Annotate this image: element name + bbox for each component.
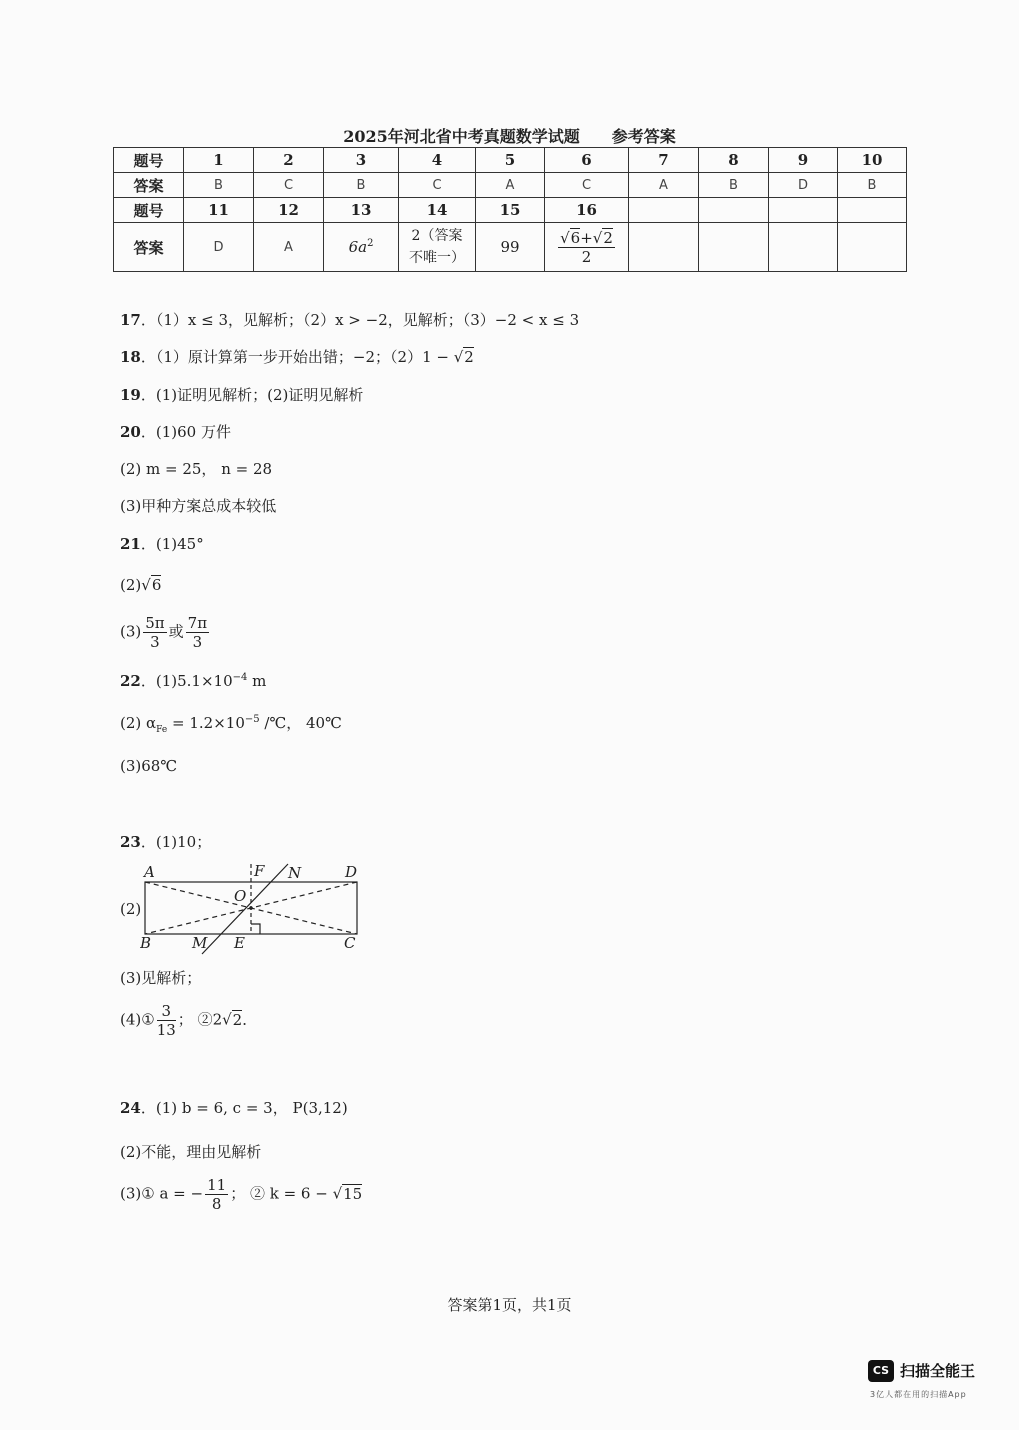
question-number: 6	[545, 148, 629, 173]
label-o: O	[234, 887, 247, 905]
question-number: 13	[324, 198, 399, 223]
question-number: 9	[769, 148, 838, 173]
question-num: 24	[120, 1099, 141, 1117]
question-num: 17	[120, 311, 141, 329]
answer-21-part3	[120, 614, 211, 651]
title-sub: 参考答案	[611, 127, 676, 146]
answer-23-part1	[120, 831, 211, 852]
plus-sign: +	[580, 228, 593, 247]
subscript: Fe	[156, 725, 168, 735]
question-number: 15	[476, 198, 545, 223]
rectangle-diagram	[140, 858, 370, 958]
denominator: 3	[150, 633, 160, 651]
radicand: 2	[603, 228, 613, 247]
page-title	[0, 124, 1019, 147]
answer-cell: B	[324, 173, 399, 198]
answer-cell: B	[699, 173, 769, 198]
answer-24-part3: (3)① a = − $\frac{11}{8}$ ； ② k = 6 − √15	[120, 1176, 363, 1213]
label-e: E	[234, 934, 245, 952]
answer-20-part1	[120, 421, 231, 442]
question-num: 19	[120, 386, 141, 404]
question-num: 21	[120, 535, 141, 553]
answer-cell: 99	[476, 223, 545, 272]
answer-20-part3: (3)甲种方案总成本较低	[120, 497, 277, 515]
answer-24-part2: (2)不能，理由见解析	[120, 1143, 262, 1161]
numerator: 7π	[187, 614, 208, 632]
answer-text: = 1.2×10	[167, 714, 245, 732]
question-number: 3	[324, 148, 399, 173]
empty-cell	[769, 198, 838, 223]
part-prefix: (2) α	[120, 714, 157, 732]
answer-cell: C	[399, 173, 476, 198]
question-number: 8	[699, 148, 769, 173]
empty-cell	[838, 198, 907, 223]
question-number: 12	[254, 198, 324, 223]
answer-cell	[399, 223, 476, 272]
title-main: 2025年河北省中考真题数学试题	[343, 127, 580, 146]
answer-21-part1	[120, 533, 204, 554]
question-number: 1	[184, 148, 254, 173]
right-angle-mark	[251, 924, 260, 934]
answer-21-part2: (2)√6	[120, 576, 162, 594]
watermark-name: 扫描全能王	[900, 1362, 976, 1380]
answer-22-part1	[120, 670, 266, 691]
row-header-answer: 答案	[114, 223, 184, 272]
question-num: 23	[120, 833, 141, 851]
answer-cell: D	[769, 173, 838, 198]
label-a: A	[144, 863, 155, 881]
radicand: 2	[464, 348, 474, 366]
table-row	[114, 198, 907, 223]
question-number: 5	[476, 148, 545, 173]
fraction	[157, 1002, 176, 1039]
denominator: 2	[581, 247, 592, 266]
answer-18: 18．（1）原计算第一步开始出错；−2；（2）1 − √2	[120, 348, 474, 366]
answer-cell: D	[184, 223, 254, 272]
page-footer: 答案第1页，共1页	[447, 1296, 572, 1314]
answer-text: ．（1）x ≤ 3，见解析；（2）x > −2，见解析；（3）−2 < x ≤ 3	[140, 311, 580, 329]
answer-text: ．(1)45°	[140, 535, 204, 553]
empty-cell	[629, 198, 699, 223]
answer-table	[113, 147, 907, 272]
answer-23-part2-prefix: (2)	[120, 900, 142, 918]
question-number: 16	[545, 198, 629, 223]
answer-text: ； ②2	[177, 1010, 223, 1029]
part-prefix: (2)	[120, 576, 142, 594]
row-header-question: 题号	[114, 198, 184, 223]
empty-cell	[769, 223, 838, 272]
numerator: 3	[157, 1002, 176, 1021]
question-number: 11	[184, 198, 254, 223]
answer-20-part2: (2) m = 25， n = 28	[120, 460, 273, 478]
answer-exponent: 2	[367, 238, 374, 249]
watermark-tagline: 3亿人都在用的扫描App	[870, 1390, 967, 1399]
answer-cell: A	[254, 223, 324, 272]
answer-cell: A	[476, 173, 545, 198]
part-prefix: (4)①	[120, 1010, 155, 1029]
answer-text: ．(1)证明见解析；(2)证明见解析	[140, 386, 364, 404]
fraction	[143, 614, 166, 651]
fraction	[186, 614, 209, 651]
camscanner-logo-icon: CS	[868, 1360, 894, 1382]
answer-text: ； ② k = 6 −	[230, 1184, 333, 1203]
numerator: 11	[207, 1176, 227, 1194]
answer-text: ．(1)60 万件	[140, 423, 231, 441]
denominator: 3	[192, 633, 203, 651]
table-row	[114, 173, 907, 198]
answer-cell: B	[838, 173, 907, 198]
question-num: 22	[120, 672, 141, 690]
answer-23-part3: (3)见解析；	[120, 969, 202, 987]
answer-text: ．(1) b = 6, c = 3， P(3,12)	[140, 1099, 348, 1117]
answer-cell	[545, 223, 629, 272]
question-number: 10	[838, 148, 907, 173]
table-row	[114, 223, 907, 272]
answer-line: 不唯一）	[409, 250, 465, 266]
empty-cell	[629, 223, 699, 272]
fraction	[205, 1176, 228, 1213]
answer-24-part1	[120, 1097, 348, 1118]
exponent: −5	[244, 714, 260, 725]
answer-text: ．（1）原计算第一步开始出错；−2；（2）1 −	[140, 348, 454, 366]
answer-cell: A	[629, 173, 699, 198]
answer-line: 2（答案	[411, 228, 463, 244]
exponent: −4	[232, 672, 248, 683]
question-num: 18	[120, 348, 141, 366]
radicand: 15	[343, 1184, 363, 1203]
label-f: F	[254, 862, 265, 880]
part-prefix: (3)	[120, 622, 142, 641]
or-word: 或	[168, 622, 184, 641]
line-mn	[202, 864, 288, 954]
question-num: 20	[120, 423, 141, 441]
answer-cell: B	[184, 173, 254, 198]
label-b: B	[140, 934, 152, 952]
numerator: 5π	[145, 614, 165, 632]
answer-expr: 6a	[348, 238, 368, 256]
answer-17	[120, 309, 579, 330]
label-d: D	[345, 863, 358, 881]
denominator: 13	[156, 1021, 176, 1039]
empty-cell	[838, 223, 907, 272]
row-header-answer: 答案	[114, 173, 184, 198]
table-row	[114, 148, 907, 173]
label-m: M	[192, 934, 208, 952]
answer-text: /℃， 40℃	[259, 714, 342, 732]
answer-cell	[324, 223, 399, 272]
row-header-question: 题号	[114, 148, 184, 173]
answer-19	[120, 384, 363, 405]
part-prefix: (3)① a = −	[120, 1184, 204, 1203]
answer-22-part3: (3)68℃	[120, 757, 178, 775]
answer-cell: C	[545, 173, 629, 198]
empty-cell	[699, 198, 769, 223]
label-c: C	[344, 934, 356, 952]
question-number: 4	[399, 148, 476, 173]
radicand: 6	[151, 576, 162, 594]
question-number: 2	[254, 148, 324, 173]
answer-23-part4: (4)① $\frac{3}{13}$ ； ②2√2．	[120, 1002, 258, 1039]
question-number: 7	[629, 148, 699, 173]
answer-22-part2	[120, 712, 342, 735]
point-o	[249, 906, 253, 910]
answer-text: ．(1)10；	[140, 833, 212, 851]
answer-text: ．	[242, 1010, 258, 1029]
question-number: 14	[399, 198, 476, 223]
answer-fraction: $\frac{√6+√2}{2}$	[560, 228, 613, 266]
answer-text: ．(1)5.1×10	[140, 672, 233, 690]
radicand: 6	[570, 228, 581, 247]
label-n: N	[288, 864, 302, 882]
denominator: 8	[211, 1195, 222, 1213]
empty-cell	[699, 223, 769, 272]
unit: m	[247, 672, 267, 690]
radicand: 2	[232, 1010, 243, 1029]
answer-cell: C	[254, 173, 324, 198]
